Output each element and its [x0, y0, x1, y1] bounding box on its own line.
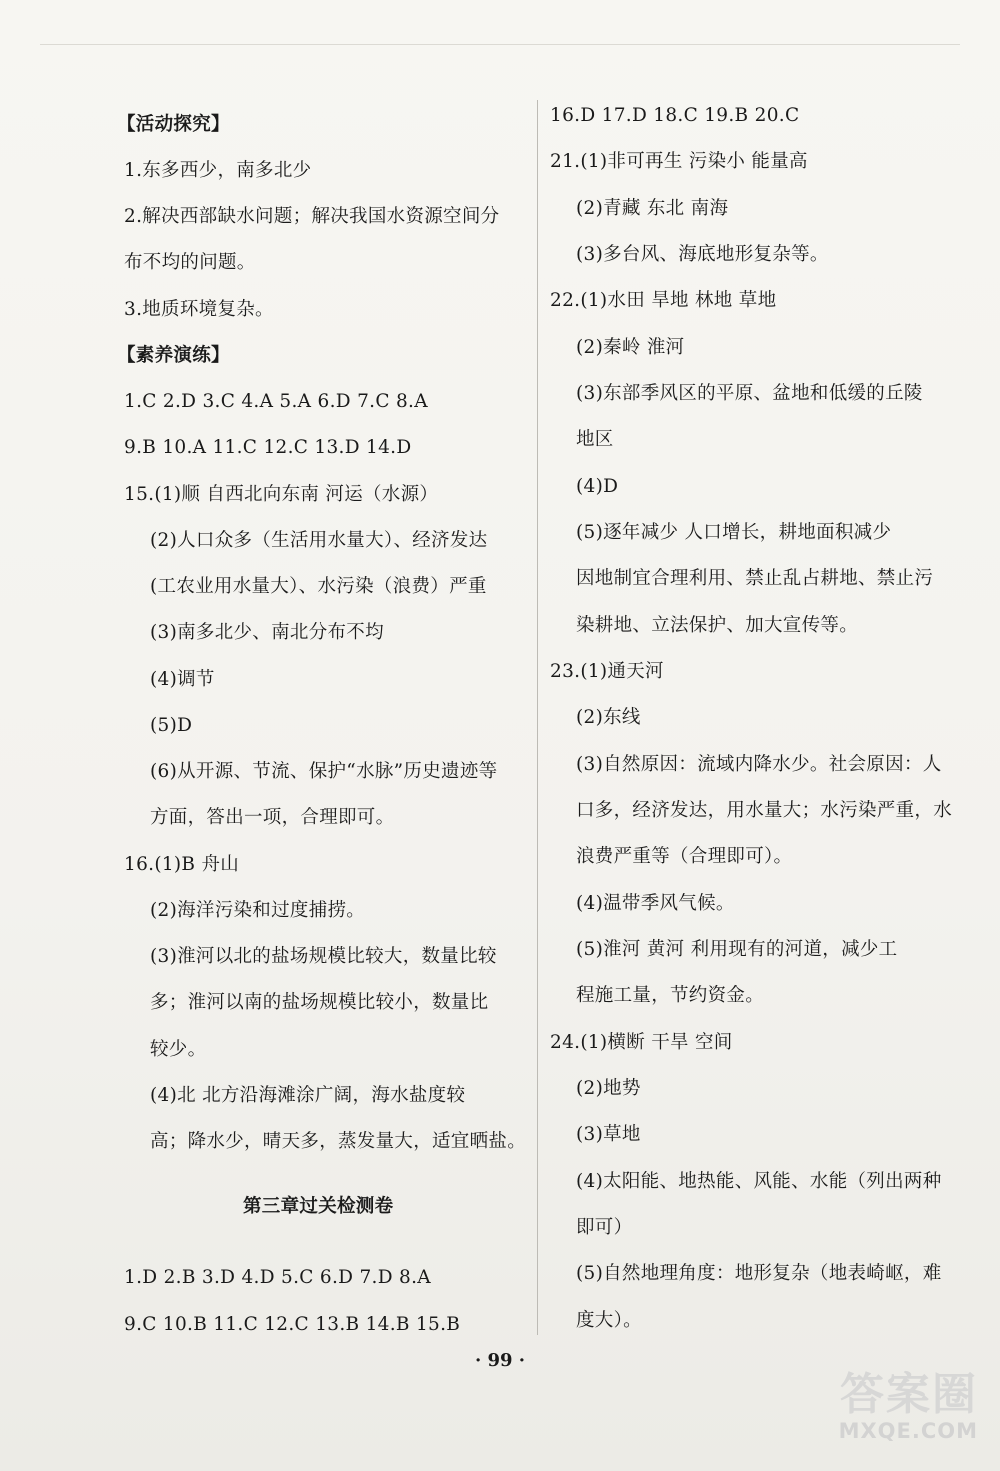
section-heading-activity: 【活动探究】: [117, 114, 230, 135]
answer-line: (4)温带季风气候。: [576, 893, 735, 914]
answer-line: (6)从开源、节流、保护“水脉”历史遗迹等: [150, 761, 498, 782]
answer-line: (2)人口众多（生活用水量大）、经济发达: [150, 530, 488, 551]
answer-line: 22.(1)水田 旱地 林地 草地: [550, 290, 777, 311]
watermark: [778, 1371, 978, 1451]
answer-line: (2)秦岭 淮河: [576, 337, 685, 358]
column-divider: [537, 100, 538, 1335]
answer-line: 口多，经济发达，用水量大；水污染严重，水: [576, 800, 953, 821]
answer-line: 16.D 17.D 18.C 19.B 20.C: [550, 105, 800, 126]
answer-line: 2.解决西部缺水问题；解决我国水资源空间分: [124, 206, 500, 227]
answer-line: 因地制宜合理利用、禁止乱占耕地、禁止污: [576, 568, 934, 589]
answer-line: 高；降水少，晴天多，蒸发量大，适宜晒盐。: [150, 1131, 527, 1152]
answer-line: 21.(1)非可再生 污染小 能量高: [550, 151, 808, 172]
answer-line: 布不均的问题。: [124, 252, 256, 273]
answer-line: (4)D: [576, 476, 619, 497]
answer-line: 染耕地、立法保护、加大宣传等。: [576, 615, 859, 636]
answer-line: 9.C 10.B 11.C 12.C 13.B 14.B 15.B: [124, 1314, 461, 1335]
answer-line: 1.东多西少，南多北少: [124, 160, 312, 181]
watermark-logo: 答案圈: [840, 1369, 978, 1420]
top-rule: [40, 44, 960, 45]
answer-line: (3)南多北少、南北分布不均: [150, 622, 384, 643]
page-number: · 99 ·: [474, 1350, 526, 1371]
section-heading-practice: 【素养演练】: [117, 345, 230, 366]
answer-line: 较少。: [150, 1039, 207, 1060]
answer-line: (4)太阳能、地热能、风能、水能（列出两种: [576, 1171, 942, 1192]
answer-line: (5)淮河 黄河 利用现有的河道，减少工: [576, 939, 898, 960]
answer-line: 浪费严重等（合理即可）。: [576, 846, 793, 867]
answer-line: 3.地质环境复杂。: [124, 299, 274, 320]
answer-line: (2)青藏 东北 南海: [576, 198, 729, 219]
answer-line: 15.(1)顺 自西北向东南 河运（水源）: [124, 484, 439, 505]
answer-line: 24.(1)横断 干旱 空间: [550, 1032, 733, 1053]
answer-line: (3)自然原因：流域内降水少。社会原因：人: [576, 754, 942, 775]
answer-line: (5)逐年减少 人口增长，耕地面积减少: [576, 522, 892, 543]
answer-line: (3)多台风、海底地形复杂等。: [576, 244, 829, 265]
answer-line: (3)东部季风区的平原、盆地和低缓的丘陵: [576, 383, 923, 404]
answer-line: 方面，答出一项，合理即可。: [150, 807, 395, 828]
answer-line: 地区: [576, 429, 614, 450]
answer-line: (2)地势: [576, 1078, 641, 1099]
answer-line: 23.(1)通天河: [550, 661, 664, 682]
answer-line: (5)自然地理角度：地形复杂（地表崎岖，难: [576, 1263, 942, 1284]
answer-line: (3)淮河以北的盐场规模比较大，数量比较: [150, 946, 497, 967]
answer-line: (5)D: [150, 715, 193, 736]
answer-line: 即可）: [576, 1217, 633, 1238]
answer-line: 多；淮河以南的盐场规模比较小，数量比: [150, 992, 489, 1013]
answer-line: 程施工量，节约资金。: [576, 985, 765, 1006]
chapter-test-heading: 第三章过关检测卷: [243, 1196, 394, 1217]
answer-line: (4)北 北方沿海滩涂广阔，海水盐度较: [150, 1085, 466, 1106]
answer-line: 1.D 2.B 3.D 4.D 5.C 6.D 7.D 8.A: [124, 1267, 431, 1288]
answer-line: 9.B 10.A 11.C 12.C 13.D 14.D: [124, 437, 412, 458]
answer-line: (3)草地: [576, 1124, 641, 1145]
answer-line: 1.C 2.D 3.C 4.A 5.A 6.D 7.C 8.A: [124, 391, 428, 412]
answer-line: 16.(1)B 舟山: [124, 854, 240, 875]
answer-line: (4)调节: [150, 669, 215, 690]
answer-line: 度大）。: [576, 1310, 642, 1331]
watermark-domain: MXQE.COM: [838, 1419, 978, 1443]
answer-line: (工农业用水量大）、水污染（浪费）严重: [150, 576, 487, 597]
answer-line: (2)海洋污染和过度捕捞。: [150, 900, 366, 921]
answer-line: (2)东线: [576, 707, 641, 728]
